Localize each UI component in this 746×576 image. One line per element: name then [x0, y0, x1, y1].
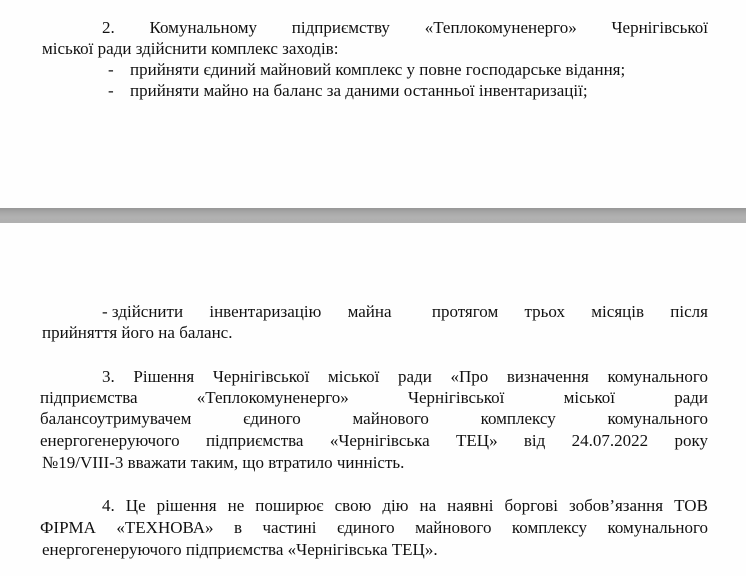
word: балансоутримувачем: [40, 409, 192, 428]
word: комплексу: [480, 409, 556, 428]
word: від: [523, 431, 546, 450]
word: «Теплокомуненерго»: [424, 18, 577, 37]
item3-line2: [40, 387, 708, 409]
word: ТОВ: [674, 496, 708, 515]
item2-bullet-1: [108, 59, 625, 81]
word: майнового: [352, 409, 429, 428]
item2-cont-line1: [102, 301, 708, 323]
word: ТЕЦ»: [456, 431, 498, 450]
word: на: [419, 496, 437, 515]
item3-line1: [102, 366, 708, 388]
word: підприємству: [291, 18, 390, 37]
item2-cont-line2: прийняття його на баланс.: [42, 323, 233, 342]
word: боргові: [504, 496, 558, 515]
word: зобов’язання: [569, 496, 664, 515]
word: «Чернігівська: [329, 431, 430, 450]
word: частині: [262, 518, 317, 537]
item3-line4: [40, 430, 708, 452]
item4-line2: [40, 517, 708, 539]
page-separator: [0, 208, 746, 223]
word: Рішення: [133, 367, 195, 386]
word: інвентаризацію: [209, 302, 322, 321]
word: міської: [327, 367, 380, 386]
word: «ТЕХНОВА»: [116, 518, 214, 537]
item3-line3: [40, 408, 708, 430]
word: Чернігівської: [212, 367, 310, 386]
word: 2.: [102, 18, 115, 37]
item4-line3: енергогенеруючого підприємства «Чернігівська ТЕЦ».: [42, 540, 438, 559]
word: протягом: [431, 302, 499, 321]
bullet-text: прийняти єдиний майновий комплекс у повне господарське відання;: [130, 60, 626, 79]
bullet-marker: -: [108, 81, 114, 100]
word: Чернігівської: [611, 18, 708, 37]
word: Чернігівської: [407, 388, 505, 407]
word: єдиного: [336, 518, 395, 537]
word: підприємства: [205, 431, 304, 450]
item4-line1: [102, 495, 708, 517]
item2-bullet-2: [108, 80, 588, 102]
bullet-marker: -: [108, 60, 114, 79]
word: 4.: [102, 496, 115, 515]
word: Це: [125, 496, 146, 515]
item3-line5: №19/VIII-3 вважати таким, що втратило чинність.: [42, 453, 405, 472]
word: дію: [382, 496, 409, 515]
word: «Про: [450, 367, 489, 386]
word: комунального: [607, 409, 708, 428]
word: «Теплокомуненерго»: [196, 388, 349, 407]
word: майна: [347, 302, 392, 321]
word: 24.07.2022: [571, 431, 649, 450]
word: Комунальному: [149, 18, 258, 37]
word: рішення: [156, 496, 217, 515]
word: поширює: [255, 496, 324, 515]
bullet-text: прийняти майно на баланс за даними останньої інвентаризації;: [130, 81, 588, 100]
document-page-top: [0, 0, 746, 208]
word: комунального: [607, 367, 708, 386]
item2-line1: [102, 17, 708, 39]
word: року: [674, 431, 708, 450]
word: енергогенеруючого: [40, 431, 180, 450]
word: комплексу: [511, 518, 588, 537]
word: - здійснити: [102, 302, 184, 321]
word: місяців: [591, 302, 644, 321]
word: комунального: [607, 518, 708, 537]
word: не: [227, 496, 245, 515]
word: ФІРМА: [40, 518, 96, 537]
word: трьох: [524, 302, 565, 321]
word: підприємства: [40, 388, 138, 407]
word: 3.: [102, 367, 115, 386]
word: визначення: [506, 367, 589, 386]
word: в: [234, 518, 243, 537]
item2-line2: міської ради здійснити комплекс заходів:: [42, 39, 339, 58]
word: майнового: [415, 518, 492, 537]
word: ради: [674, 388, 708, 407]
word: міської: [563, 388, 616, 407]
word: єдиного: [243, 409, 301, 428]
word: свою: [334, 496, 372, 515]
word: ради: [398, 367, 432, 386]
word: після: [670, 302, 708, 321]
word: наявні: [447, 496, 494, 515]
